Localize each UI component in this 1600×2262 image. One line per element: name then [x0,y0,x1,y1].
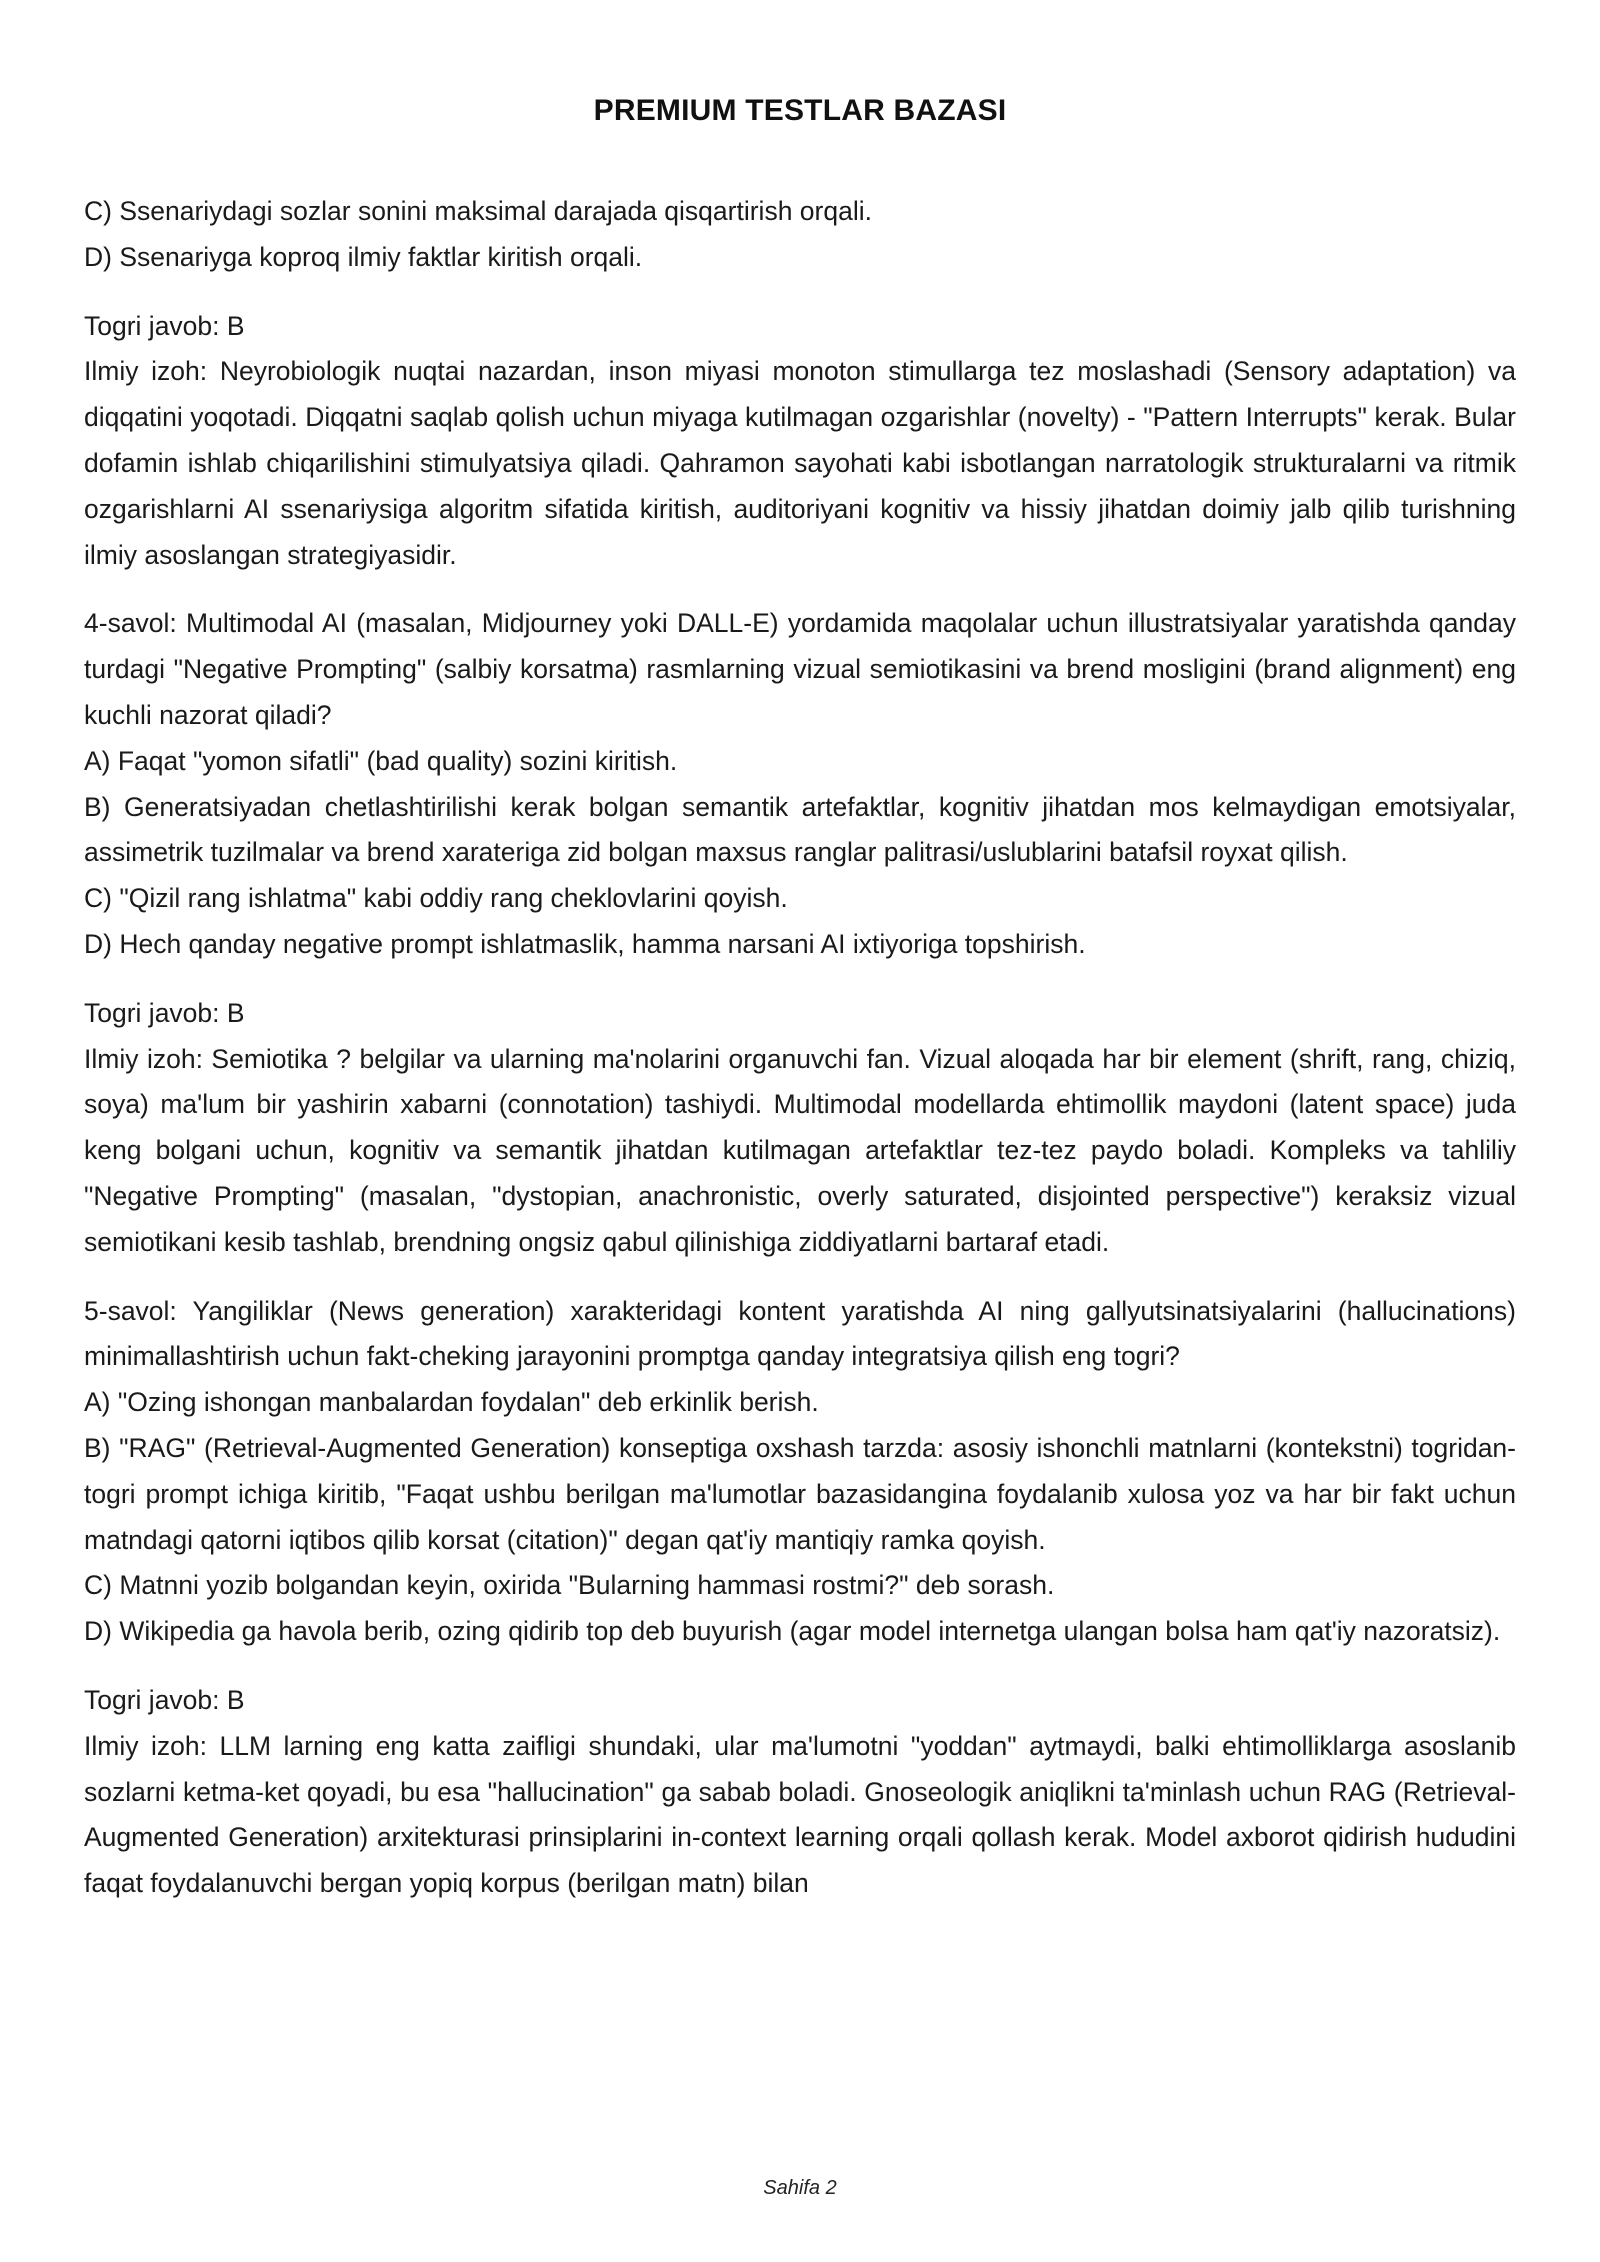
page-content [84,189,1516,1907]
q4-option-a: A) Faqat "yomon sifatli" (bad quality) sozini kiritish. [84,745,678,776]
q3-answer: Togri javob: B [84,310,245,341]
q5-option-d: D) Wikipedia ga havola berib, ozing qidirib top deb buyurish (agar model internetga ulangan bolsa ham qat'iy nazoratsiz). [84,1616,1501,1647]
q4-option-c: C) "Qizil rang ishlatma" kabi oddiy rang cheklovlarini qoyish. [84,883,788,914]
q4-option-d: D) Hech qanday negative prompt ishlatmaslik, hamma narsani AI ixtiyoriga topshirish. [84,928,1086,959]
q5-question: 5-savol: Yangiliklar (News generation) xarakteridagi kontent yaratishda AI ning gallyutsinatsiyalarini (hallucinations) minimallashtirish uchun fakt-cheking jarayonini promptga qanday integratsiya qilish eng togri? [84,1295,1516,1372]
q4-answer: Togri javob: B [84,997,245,1028]
q3-option-d: D) Ssenariyga koproq ilmiy faktlar kiritish orqali. [84,241,643,272]
page-title: PREMIUM TESTLAR BAZASI [593,94,1007,127]
q5-answer: Togri javob: B [84,1684,245,1715]
q4-option-b: B) Generatsiyadan chetlashtirilishi kerak bolgan semantik artefaktlar, kognitiv jihatdan mos kelmaydigan emotsiyalar, assimetrik tuzilmalar va brend xarateriga zid bolgan maxsus ranglar palitrasi/uslublarini batafsil royxat qilish. [84,791,1516,868]
q5-option-a: A) "Ozing ishongan manbalardan foydalan" deb erkinlik berish. [84,1387,819,1418]
q5-option-c: C) Matnni yozib bolgandan keyin, oxirida "Bularning hammasi rostmi?" deb sorash. [84,1570,1055,1601]
page-number: Sahifa 2 [763,2177,837,2199]
q3-option-c: C) Ssenariydagi sozlar sonini maksimal darajada qisqartirish orqali. [84,196,872,226]
q4-explanation: Ilmiy izoh: Semiotika ? belgilar va ularning ma'nolarini organuvchi fan. Vizual aloqada har bir element (shrift, rang, chiziq, soya) ma'lum bir yashirin xabarni (connotation) tashiydi. Multimodal modellarda ehtimollik maydoni (latent space) juda keng bolgani uchun, kognitiv va semantik jihatdan kutilmagan artefaktlar tez-tez paydo boladi. Kompleks va tahliliy "Negative Prompting" (masalan, "dystopian, anachronistic, overly saturated, disjointed perspective") keraksiz vizual semiotikani kesib tashlab, brendning ongsiz qabul qilinishiga ziddiyatlarni bartaraf etadi. [84,1043,1516,1257]
q5-explanation: Ilmiy izoh: LLM larning eng katta zaifligi shundaki, ular ma'lumotni "yoddan" aytmaydi, balki ehtimolliklarga asoslanib sozlarni ketma-ket qoyadi, bu esa "hallucination" ga sabab boladi. Gnoseologik aniqlikni ta'minlash uchun RAG (Retrieval-Augmented Generation) arxitekturasi prinsiplarini in-context learning orqali qollash kerak. Model axborot qidirish hududini faqat foydalanuvchi bergan yopiq korpus (berilgan matn) bilan [84,1730,1516,1899]
q4-question: 4-savol: Multimodal AI (masalan, Midjourney yoki DALL-E) yordamida maqolalar uchun illustratsiyalar yaratishda qanday turdagi "Negative Prompting" (salbiy korsatma) rasmlarning vizual semiotikasini va brend mosligini (brand alignment) eng kuchli nazorat qiladi? [84,608,1516,730]
q3-explanation: Ilmiy izoh: Neyrobiologik nuqtai nazardan, inson miyasi monoton stimullarga tez moslashadi (Sensory adaptation) va diqqatini yoqotadi. Diqqatni saqlab qolish uchun miyaga kutilmagan ozgarishlar (novelty) - "Pattern Interrupts" kerak. Bular dofamin ishlab chiqarilishini stimulyatsiya qiladi. Qahramon sayohati kabi isbotlangan narratologik strukturalarni va ritmik ozgarishlarni AI ssenariysiga algoritm sifatida kiritish, auditoriyani kognitiv va hissiy jihatdan doimiy jalb qilib turishning ilmiy asoslangan strategiyasidir. [84,356,1516,570]
q5-option-b: B) "RAG" (Retrieval-Augmented Generation) konseptiga oxshash tarzda: asosiy ishonchli matnlarni (kontekstni) togridan-togri prompt ichiga kiritib, "Faqat ushbu berilgan ma'lumotlar bazasidangina foydalanib xulosa yoz va har bir fakt uchun matndagi qatorni iqtibos qilib korsat (citation)" degan qat'iy mantiqiy ramka qoyish. [84,1432,1516,1555]
